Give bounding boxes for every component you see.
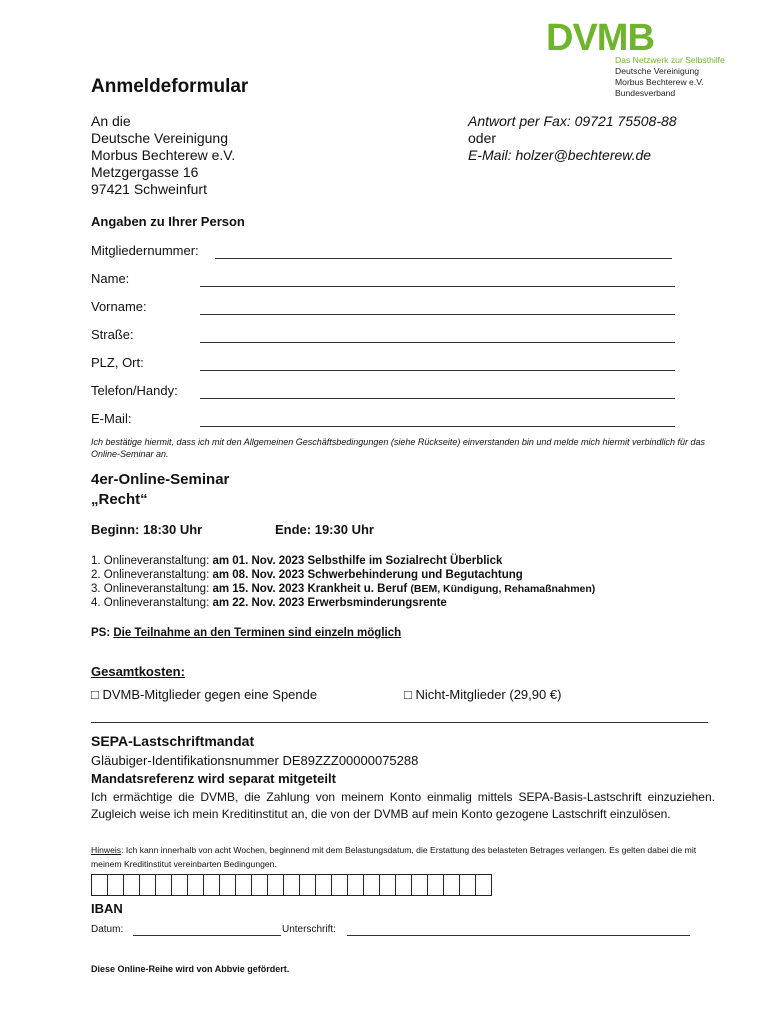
address-line: Deutsche Vereinigung bbox=[91, 130, 228, 146]
iban-box[interactable] bbox=[348, 875, 364, 895]
iban-box[interactable] bbox=[428, 875, 444, 895]
members-option-checkbox[interactable]: □ DVMB-Mitglieder gegen eine Spende bbox=[91, 687, 318, 702]
page-title: Anmeldeformular bbox=[91, 76, 249, 97]
sepa-hint bbox=[91, 843, 721, 871]
name-field[interactable] bbox=[200, 285, 675, 287]
address-line: An die bbox=[91, 113, 131, 129]
signature-row bbox=[91, 924, 123, 935]
end-time: Ende: 19:30 Uhr bbox=[275, 522, 374, 537]
name-label: Name: bbox=[91, 271, 130, 286]
iban-label: IBAN bbox=[91, 901, 123, 916]
seminar-title-line: „Recht“ bbox=[91, 491, 148, 508]
phone-label: Telefon/Handy: bbox=[91, 383, 178, 398]
member-number-label: Mitgliedernummer: bbox=[91, 243, 199, 258]
address-line: Metzgergasse 16 bbox=[91, 164, 199, 180]
divider bbox=[91, 722, 708, 723]
contact-info bbox=[468, 113, 677, 164]
event-prefix: 4. Onlineveranstaltung: bbox=[91, 597, 213, 609]
seminar-times bbox=[91, 522, 374, 537]
iban-input[interactable] bbox=[91, 874, 492, 896]
iban-box[interactable] bbox=[284, 875, 300, 895]
event-prefix: 2. Onlineveranstaltung: bbox=[91, 569, 213, 581]
fax-number: Antwort per Fax: 09721 75508-88 bbox=[468, 113, 677, 129]
event-item bbox=[91, 582, 595, 596]
event-title: am 22. Nov. 2023 Erwerbsminderungsrente bbox=[212, 597, 447, 609]
phone-field[interactable] bbox=[200, 397, 675, 399]
member-number-field[interactable] bbox=[215, 257, 672, 259]
date-label: Datum: bbox=[91, 924, 124, 935]
logo-org-line: Deutsche Vereinigung bbox=[615, 66, 700, 76]
iban-box[interactable] bbox=[108, 875, 124, 895]
seminar-title-line: 4er-Online-Seminar bbox=[91, 471, 230, 488]
email-label: E-Mail: bbox=[91, 411, 132, 426]
ps-note bbox=[91, 627, 401, 639]
iban-box[interactable] bbox=[476, 875, 491, 895]
logo-tagline: Das Netzwerk zur Selbsthilfe bbox=[615, 55, 725, 65]
costs-heading: Gesamtkosten: bbox=[91, 664, 185, 679]
street-field[interactable] bbox=[200, 341, 675, 343]
iban-box[interactable] bbox=[140, 875, 156, 895]
iban-box[interactable] bbox=[380, 875, 396, 895]
consent-text: Ich bestätige hiermit, dass ich mit den Allgemeinen Geschäftsbedingungen (siehe Rückseite) einverstanden bin und melde mich hiermit verbindlich für das Online-Seminar an. bbox=[91, 437, 705, 459]
sepa-authorization-text: Ich ermächtige die DVMB, die Zahlung von meinem Konto einmalig mittels SEPA-Basis-Lastschrift einzuziehen. Zugleich weise ich mein Kreditinstitut an, die von der DVMB auf mein Konto gezogene Lastschrift einzulösen. bbox=[91, 790, 715, 821]
iban-box[interactable] bbox=[188, 875, 204, 895]
iban-box[interactable] bbox=[332, 875, 348, 895]
iban-box[interactable] bbox=[444, 875, 460, 895]
event-title: am 08. Nov. 2023 Schwerbehinderung und Begutachtung bbox=[212, 569, 523, 581]
address-line: 97421 Schweinfurt bbox=[91, 181, 207, 197]
city-field[interactable] bbox=[200, 369, 675, 371]
iban-box[interactable] bbox=[316, 875, 332, 895]
street-label: Straße: bbox=[91, 327, 134, 342]
logo-brand-text: DVMB bbox=[546, 20, 654, 54]
iban-box[interactable] bbox=[220, 875, 236, 895]
event-item bbox=[91, 596, 595, 610]
event-list bbox=[91, 554, 595, 610]
firstname-field[interactable] bbox=[200, 313, 675, 315]
date-field[interactable] bbox=[133, 934, 281, 936]
signature-field[interactable] bbox=[347, 934, 690, 936]
logo-subtitle bbox=[615, 55, 725, 99]
iban-box[interactable] bbox=[204, 875, 220, 895]
ps-label: PS: bbox=[91, 627, 114, 639]
dvmb-logo bbox=[546, 20, 666, 54]
nonmembers-option-checkbox[interactable]: □ Nicht-Mitglieder (29,90 €) bbox=[404, 687, 562, 702]
hint-label: Hinweis bbox=[91, 845, 122, 855]
event-item bbox=[91, 554, 595, 568]
iban-box[interactable] bbox=[412, 875, 428, 895]
iban-box[interactable] bbox=[172, 875, 188, 895]
event-item bbox=[91, 568, 595, 582]
seminar-title bbox=[91, 470, 229, 510]
address-line: Morbus Bechterew e.V. bbox=[91, 147, 236, 163]
recipient-address bbox=[91, 113, 235, 198]
iban-box[interactable] bbox=[156, 875, 172, 895]
event-prefix: 1. Onlineveranstaltung: bbox=[91, 555, 213, 567]
contact-or: oder bbox=[468, 130, 497, 146]
begin-time: Beginn: 18:30 Uhr bbox=[91, 522, 203, 537]
logo-org-line: Morbus Bechterew e.V. bbox=[615, 77, 704, 87]
iban-box[interactable] bbox=[396, 875, 412, 895]
contact-email: E-Mail: holzer@bechterew.de bbox=[468, 147, 652, 163]
iban-box[interactable] bbox=[460, 875, 476, 895]
iban-box[interactable] bbox=[236, 875, 252, 895]
hint-text: : Ich kann innerhalb von acht Wochen, beginnend mit dem Belastungsdatum, die Erstattung des belasteten Betrages verlangen. Es gelten dabei die mit meinem Kreditinstitut vereinbarten Bedingungen. bbox=[91, 845, 697, 869]
iban-box[interactable] bbox=[92, 875, 108, 895]
sepa-title: SEPA-Lastschriftmandat bbox=[91, 733, 255, 749]
sponsor-footer: Diese Online-Reihe wird von Abbvie gefördert. bbox=[91, 964, 290, 974]
event-title: am 01. Nov. 2023 Selbsthilfe im Sozialrecht Überblick bbox=[212, 555, 503, 567]
iban-box[interactable] bbox=[124, 875, 140, 895]
city-label: PLZ, Ort: bbox=[91, 355, 144, 370]
signature-label: Unterschrift: bbox=[282, 924, 336, 935]
iban-box[interactable] bbox=[268, 875, 284, 895]
event-extra: (BEM, Kündigung, Rehamaßnahmen) bbox=[410, 583, 596, 595]
event-prefix: 3. Onlineveranstaltung: bbox=[91, 583, 213, 595]
iban-box[interactable] bbox=[300, 875, 316, 895]
email-field[interactable] bbox=[200, 425, 675, 427]
event-title: am 15. Nov. 2023 Krankheit u. Beruf bbox=[212, 583, 411, 595]
mandate-reference: Mandatsreferenz wird separat mitgeteilt bbox=[91, 771, 336, 786]
personal-section-heading: Angaben zu Ihrer Person bbox=[91, 214, 245, 229]
firstname-label: Vorname: bbox=[91, 299, 147, 314]
ps-text: Die Teilnahme an den Terminen sind einzeln möglich bbox=[113, 627, 402, 639]
creditor-id: Gläubiger-Identifikationsnummer DE89ZZZ00000075288 bbox=[91, 753, 419, 768]
logo-org-line: Bundesverband bbox=[615, 88, 676, 98]
iban-box[interactable] bbox=[364, 875, 380, 895]
iban-box[interactable] bbox=[252, 875, 268, 895]
